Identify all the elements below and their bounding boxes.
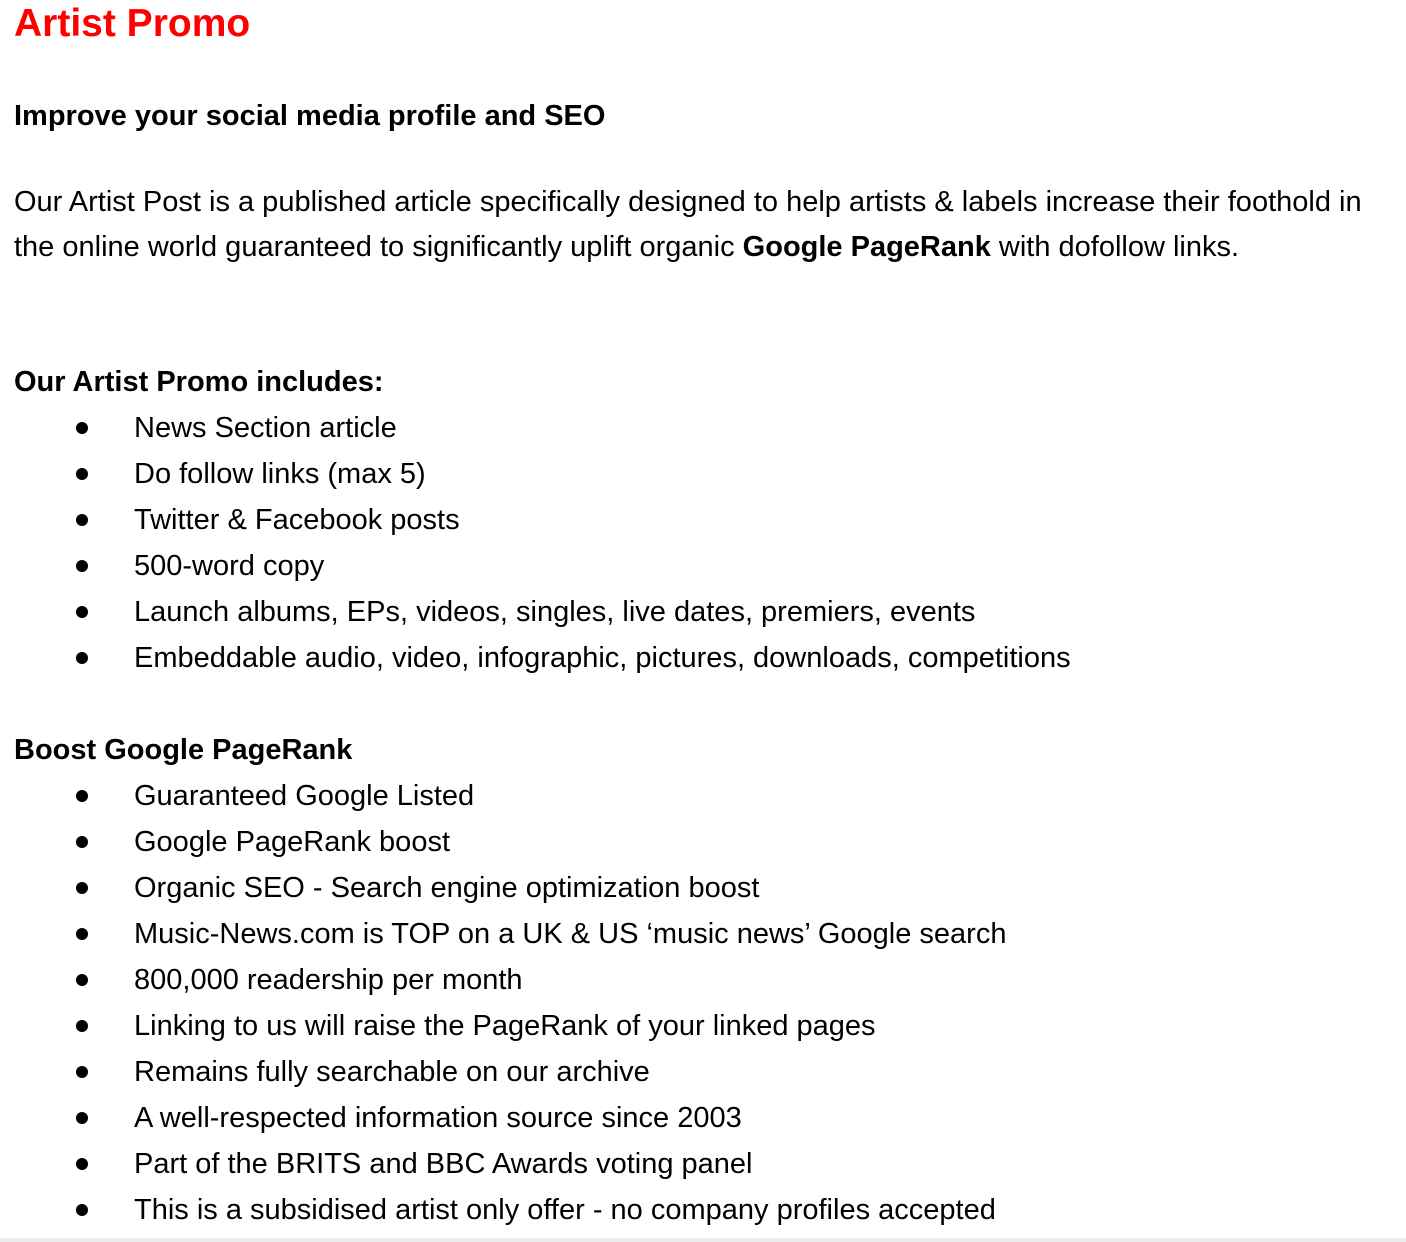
intro-paragraph [14, 180, 1404, 270]
boost-heading: Boost Google PageRank [14, 734, 353, 766]
bullet-icon [76, 652, 88, 664]
bullet-icon [76, 1204, 88, 1216]
list-item-text: A well-respected information source since 2003 [134, 1102, 742, 1134]
list-item-text: Twitter & Facebook posts [134, 504, 460, 536]
list-item-text: Google PageRank boost [134, 826, 450, 858]
bullet-icon [76, 882, 88, 894]
bullet-icon [76, 928, 88, 940]
bullet-icon [76, 514, 88, 526]
subheading-social-seo: Improve your social media profile and SEO [14, 100, 606, 132]
bullet-icon [76, 468, 88, 480]
intro-text-end: with dofollow links. [990, 231, 1240, 263]
list-item-text: 500-word copy [134, 550, 325, 582]
bullet-icon [76, 1066, 88, 1078]
bullet-icon [76, 560, 88, 572]
list-item-text: Guaranteed Google Listed [134, 780, 475, 812]
list-item-text: Launch albums, EPs, videos, singles, live dates, premiers, events [134, 596, 976, 628]
list-item-text: Linking to us will raise the PageRank of your linked pages [134, 1010, 876, 1042]
bullet-icon [76, 836, 88, 848]
bullet-icon [76, 790, 88, 802]
list-item-text: Music-News.com is TOP on a UK & US ‘music news’ Google search [134, 918, 1007, 950]
page-bottom-divider [0, 1238, 1406, 1242]
bullet-icon [76, 422, 88, 434]
bullet-icon [76, 1020, 88, 1032]
intro-bold-pagerank: Google PageRank [742, 231, 991, 263]
bullet-icon [76, 1158, 88, 1170]
page-title: Artist Promo [14, 2, 251, 45]
bullet-icon [76, 1112, 88, 1124]
includes-heading: Our Artist Promo includes: [14, 366, 384, 398]
list-item-text: News Section article [134, 412, 397, 444]
list-item-text: Part of the BRITS and BBC Awards voting panel [134, 1148, 753, 1180]
list-item-text: This is a subsidised artist only offer - no company profiles accepted [134, 1194, 996, 1226]
intro-text-start: Our Artist Post is a published article specifically designed to help artists & labels increase their foothold in the online world guaranteed to significantly uplift organic [14, 186, 1362, 263]
bullet-icon [76, 606, 88, 618]
list-item-text: 800,000 readership per month [134, 964, 523, 996]
list-item-text: Remains fully searchable on our archive [134, 1056, 650, 1088]
list-item-text: Do follow links (max 5) [134, 458, 426, 490]
list-item-text: Embeddable audio, video, infographic, pictures, downloads, competitions [134, 642, 1071, 674]
bullet-icon [76, 974, 88, 986]
list-item-text: Organic SEO - Search engine optimization boost [134, 872, 760, 904]
